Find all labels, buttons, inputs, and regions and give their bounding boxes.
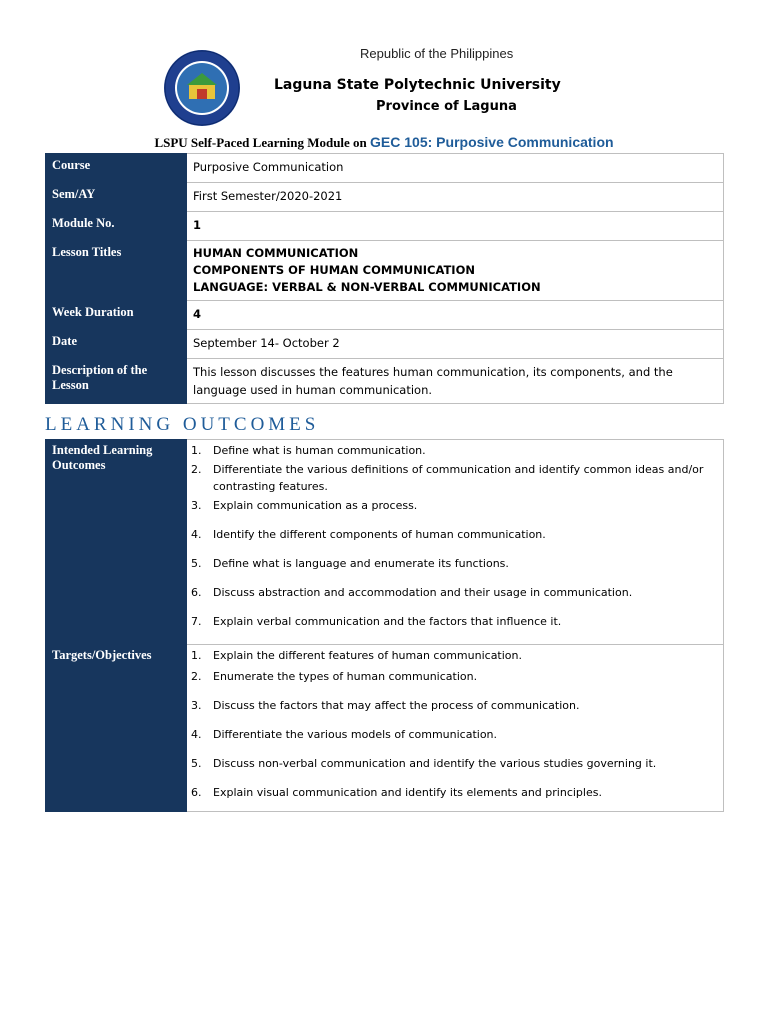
module-prefix: LSPU Self-Paced Learning Module on <box>154 135 367 150</box>
item-text: Differentiate the various definitions of communication and identify common ideas and/or contrasting features. <box>213 463 704 493</box>
item-number: 6. <box>191 786 202 799</box>
list-item <box>191 584 717 601</box>
item-number: 5. <box>191 557 202 570</box>
lesson-title-line: LANGUAGE: VERBAL & NON-VERBAL COMMUNICATION <box>193 280 541 294</box>
learning-outcomes-heading: LEARNING OUTCOMES <box>45 414 320 435</box>
row-value: 1 <box>187 212 724 241</box>
list-item <box>191 555 717 572</box>
item-text: Explain the different features of human communication. <box>213 649 522 662</box>
table-row <box>46 359 724 404</box>
item-text: Explain visual communication and identify its elements and principles. <box>213 786 602 799</box>
item-text: Identify the different components of human communication. <box>213 528 546 541</box>
item-number: 2. <box>191 463 202 476</box>
list-item <box>191 461 717 495</box>
item-text: Discuss the factors that may affect the process of communication. <box>213 699 580 712</box>
item-number: 3. <box>191 699 202 712</box>
list-item <box>191 668 717 685</box>
item-number: 6. <box>191 586 202 599</box>
row-label: Description of the Lesson <box>46 359 187 404</box>
table-row <box>46 212 724 241</box>
row-label: Course <box>46 154 187 183</box>
row-value: Purposive Communication <box>187 154 724 183</box>
item-text: Discuss abstraction and accommodation and their usage in communication. <box>213 586 633 599</box>
document-header <box>0 0 768 150</box>
table-row <box>46 645 724 812</box>
row-label: Targets/Objectives <box>46 645 187 812</box>
module-title <box>0 134 768 151</box>
row-label: Module No. <box>46 212 187 241</box>
lesson-titles <box>187 241 724 301</box>
table-row <box>46 330 724 359</box>
row-label: Intended Learning Outcomes <box>46 440 187 645</box>
item-text: Enumerate the types of human communication. <box>213 670 478 683</box>
republic-text: Republic of the Philippines <box>360 46 514 61</box>
list-item <box>191 755 717 772</box>
module-info-table <box>45 153 724 404</box>
list-item <box>191 697 717 714</box>
outcomes-list <box>191 442 717 630</box>
item-text: Explain verbal communication and the factors that influence it. <box>213 615 562 628</box>
row-label: Week Duration <box>46 301 187 330</box>
item-text: Define what is human communication. <box>213 444 426 457</box>
row-value: First Semester/2020-2021 <box>187 183 724 212</box>
row-label: Date <box>46 330 187 359</box>
item-number: 4. <box>191 728 202 741</box>
table-row <box>46 440 724 645</box>
table-row <box>46 154 724 183</box>
row-label: Lesson Titles <box>46 241 187 301</box>
item-text: Discuss non-verbal communication and identify the various studies governing it. <box>213 757 657 770</box>
item-number: 4. <box>191 528 202 541</box>
university-name: Laguna State Polytechnic University <box>274 77 561 93</box>
list-item <box>191 526 717 543</box>
row-value: September 14- October 2 <box>187 330 724 359</box>
list-item <box>191 613 717 630</box>
lesson-title-line: COMPONENTS OF HUMAN COMMUNICATION <box>193 263 475 277</box>
item-number: 5. <box>191 757 202 770</box>
targets-cell <box>187 645 724 812</box>
learning-outcomes-table <box>45 439 724 812</box>
table-row <box>46 301 724 330</box>
list-item <box>191 784 717 801</box>
outcomes-cell <box>187 440 724 645</box>
item-number: 2. <box>191 670 202 683</box>
targets-list <box>191 647 717 801</box>
item-text: Differentiate the various models of communication. <box>213 728 498 741</box>
item-text: Define what is language and enumerate its functions. <box>213 557 509 570</box>
item-number: 7. <box>191 615 202 628</box>
table-row <box>46 183 724 212</box>
item-number: 1. <box>191 444 202 457</box>
module-course-code: GEC 105: Purposive Communication <box>370 134 614 150</box>
province-name: Province of Laguna <box>376 99 517 114</box>
row-label: Sem/AY <box>46 183 187 212</box>
lesson-title-line: HUMAN COMMUNICATION <box>193 246 359 260</box>
list-item <box>191 497 717 514</box>
item-number: 1. <box>191 649 202 662</box>
list-item <box>191 726 717 743</box>
row-value: This lesson discusses the features human communication, its components, and the language used in human communication. <box>187 359 724 404</box>
table-row <box>46 241 724 301</box>
row-value: 4 <box>187 301 724 330</box>
university-seal-logo <box>163 49 241 127</box>
item-text: Explain communication as a process. <box>213 499 418 512</box>
list-item <box>191 442 717 459</box>
item-number: 3. <box>191 499 202 512</box>
list-item <box>191 647 717 664</box>
